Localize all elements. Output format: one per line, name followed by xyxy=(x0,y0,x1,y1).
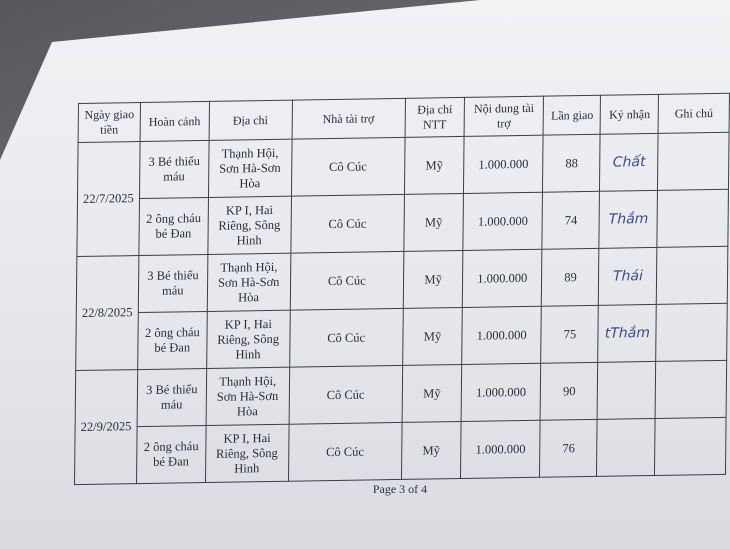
dia-chi-cell: Thạnh Hội, Sơn Hà-Sơn Hòa xyxy=(206,367,289,425)
ghi-chu-cell xyxy=(656,303,727,361)
table-row xyxy=(75,360,727,427)
nha-tai-tro-cell: Cô Cúc xyxy=(289,365,403,424)
header-cell: Nhà tài trợ xyxy=(292,98,406,139)
hoan-canh-cell: 3 Bé thiếu máu xyxy=(138,254,208,312)
ghi-chu-cell xyxy=(658,132,729,190)
dia-chi-ntt-cell: Mỹ xyxy=(402,364,462,422)
lan-giao-cell: 76 xyxy=(540,419,598,477)
dia-chi-cell: KP I, Hai Riêng, Sông Hinh xyxy=(208,196,291,254)
ghi-chu-cell xyxy=(657,246,728,304)
hoan-canh-cell: 2 ông cháu bé Đan xyxy=(139,197,209,255)
nha-tai-tro-cell: Cô Cúc xyxy=(291,137,405,196)
signature-cell xyxy=(597,418,655,476)
date-cell: 22/7/2025 xyxy=(77,142,140,257)
signature-cell: Chất xyxy=(600,133,658,191)
hoan-canh-cell: 2 ông cháu bé Đan xyxy=(136,426,206,484)
table-row xyxy=(75,417,727,484)
header-cell: Hoàn cảnh xyxy=(140,101,209,141)
lan-giao-cell: 75 xyxy=(541,305,599,363)
dia-chi-ntt-cell: Mỹ xyxy=(404,193,464,251)
dia-chi-ntt-cell: Mỹ xyxy=(404,136,464,194)
noi-dung-cell: 1.000.000 xyxy=(463,192,543,250)
ghi-chu-cell xyxy=(657,189,728,247)
nha-tai-tro-cell: Cô Cúc xyxy=(289,308,403,367)
date-cell: 22/9/2025 xyxy=(75,370,138,485)
signature-cell xyxy=(598,361,656,419)
hoan-canh-cell: 3 Bé thiếu máu xyxy=(139,140,209,198)
noi-dung-cell: 1.000.000 xyxy=(461,420,541,478)
table-row xyxy=(77,132,729,199)
dia-chi-ntt-cell: Mỹ xyxy=(403,250,463,308)
header-cell: Ký nhận xyxy=(601,94,659,134)
dia-chi-cell: Thạnh Hội, Sơn Hà-Sơn Hòa xyxy=(207,253,290,311)
nha-tai-tro-cell: Cô Cúc xyxy=(290,251,404,310)
header-cell: Nội dung tài trợ xyxy=(464,96,544,136)
header-cell: Địa chỉ NTT xyxy=(405,97,465,137)
noi-dung-cell: 1.000.000 xyxy=(462,306,542,364)
date-cell: 22/8/2025 xyxy=(76,256,139,371)
header-cell: Ngày giao tiền xyxy=(78,103,140,143)
lan-giao-cell: 90 xyxy=(540,362,598,420)
noi-dung-cell: 1.000.000 xyxy=(462,249,542,307)
table-row xyxy=(76,303,728,370)
lan-giao-cell: 88 xyxy=(543,134,601,192)
hoan-canh-cell: 2 ông cháu bé Đan xyxy=(138,311,208,369)
dia-chi-cell: KP I, Hai Riêng, Sông Hinh xyxy=(205,424,288,482)
table-row xyxy=(77,189,729,256)
nha-tai-tro-cell: Cô Cúc xyxy=(290,194,404,253)
dia-chi-ntt-cell: Mỹ xyxy=(401,421,461,479)
noi-dung-cell: 1.000.000 xyxy=(461,363,541,421)
ghi-chu-cell xyxy=(655,360,726,418)
dia-chi-ntt-cell: Mỹ xyxy=(403,307,463,365)
donation-table xyxy=(74,93,730,485)
signature-cell: tThắm xyxy=(598,304,656,362)
lan-giao-cell: 74 xyxy=(542,191,600,249)
header-cell: Địa chỉ xyxy=(209,100,292,140)
hoan-canh-cell: 3 Bé thiếu máu xyxy=(137,368,207,426)
document-table-wrap xyxy=(74,93,730,485)
ghi-chu-cell xyxy=(655,417,726,475)
signature-cell: Thái xyxy=(599,247,657,305)
table-row xyxy=(76,246,728,313)
signature-cell: Thắm xyxy=(599,190,657,248)
dia-chi-cell: Thạnh Hội, Sơn Hà-Sơn Hòa xyxy=(208,139,291,197)
dia-chi-cell: KP I, Hai Riêng, Sông Hinh xyxy=(206,310,289,368)
lan-giao-cell: 89 xyxy=(542,248,600,306)
header-cell: Lần giao xyxy=(543,95,601,135)
page-number: Page 3 of 4 xyxy=(372,482,428,496)
noi-dung-cell: 1.000.000 xyxy=(464,135,544,193)
nha-tai-tro-cell: Cô Cúc xyxy=(288,422,402,481)
header-cell: Ghi chú xyxy=(658,93,729,133)
